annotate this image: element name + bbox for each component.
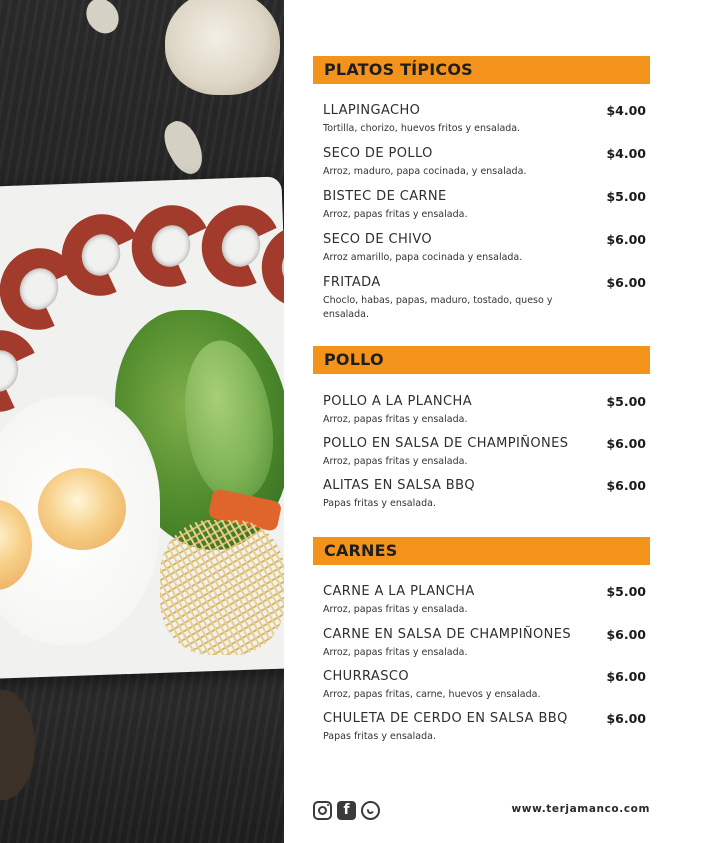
item-price: $4.00 — [606, 103, 646, 118]
fried-onion — [160, 520, 284, 655]
item-name: LLAPINGACHO — [323, 103, 421, 118]
facebook-icon[interactable]: f — [337, 801, 356, 820]
garlic-bulb — [165, 0, 280, 95]
item-name: ALITAS EN SALSA BBQ — [323, 478, 476, 493]
whatsapp-icon[interactable] — [361, 801, 380, 820]
egg-yolk — [38, 468, 126, 550]
item-description: Arroz, maduro, papa cocinada, y ensalada. — [323, 166, 527, 177]
item-name: CHURRASCO — [323, 669, 409, 684]
item-name: CHULETA DE CERDO EN SALSA BBQ — [323, 711, 568, 726]
item-name: POLLO A LA PLANCHA — [323, 394, 472, 409]
item-description: Arroz, papas fritas, carne, huevos y ensalada. — [323, 689, 541, 700]
item-name: FRITADA — [323, 275, 381, 290]
item-price: $5.00 — [606, 584, 646, 599]
instagram-icon[interactable] — [313, 801, 332, 820]
section-header-pollo — [313, 346, 650, 374]
website-link[interactable]: www.terjamanco.com — [511, 803, 650, 815]
item-price: $6.00 — [606, 669, 646, 684]
item-description: Choclo, habas, papas, maduro, tostado, queso y ensalada. — [323, 295, 553, 320]
item-price: $6.00 — [606, 232, 646, 247]
item-name: POLLO EN SALSA DE CHAMPIÑONES — [323, 436, 569, 451]
item-description: Papas fritas y ensalada. — [323, 731, 436, 742]
item-description: Arroz, papas fritas y ensalada. — [323, 604, 468, 615]
item-price: $6.00 — [606, 711, 646, 726]
item-price: $6.00 — [606, 436, 646, 451]
item-name: SECO DE CHIVO — [323, 232, 433, 247]
item-name: CARNE A LA PLANCHA — [323, 584, 475, 599]
item-price: $4.00 — [606, 146, 646, 161]
item-description: Papas fritas y ensalada. — [323, 498, 436, 509]
food-photo — [0, 0, 284, 843]
item-description: Arroz, papas fritas y ensalada. — [323, 647, 468, 658]
section-title: POLLO — [324, 350, 384, 369]
item-name: BISTEC DE CARNE — [323, 189, 447, 204]
item-price: $6.00 — [606, 627, 646, 642]
section-title: PLATOS TÍPICOS — [324, 60, 473, 79]
item-name: CARNE EN SALSA DE CHAMPIÑONES — [323, 627, 572, 642]
item-description: Tortilla, chorizo, huevos fritos y ensalada. — [323, 123, 521, 134]
item-name: SECO DE POLLO — [323, 146, 433, 161]
section-header-platos-tipicos — [313, 56, 650, 84]
section-title: CARNES — [324, 541, 398, 560]
item-description: Arroz, papas fritas y ensalada. — [323, 414, 468, 425]
footer — [313, 800, 650, 822]
item-description: Arroz, papas fritas y ensalada. — [323, 209, 468, 220]
item-description: Arroz, papas fritas y ensalada. — [323, 456, 468, 467]
section-header-carnes — [313, 537, 650, 565]
item-description: Arroz amarillo, papa cocinada y ensalada. — [323, 252, 523, 263]
item-price: $6.00 — [606, 275, 646, 290]
item-price: $6.00 — [606, 478, 646, 493]
item-price: $5.00 — [606, 189, 646, 204]
item-price: $5.00 — [606, 394, 646, 409]
